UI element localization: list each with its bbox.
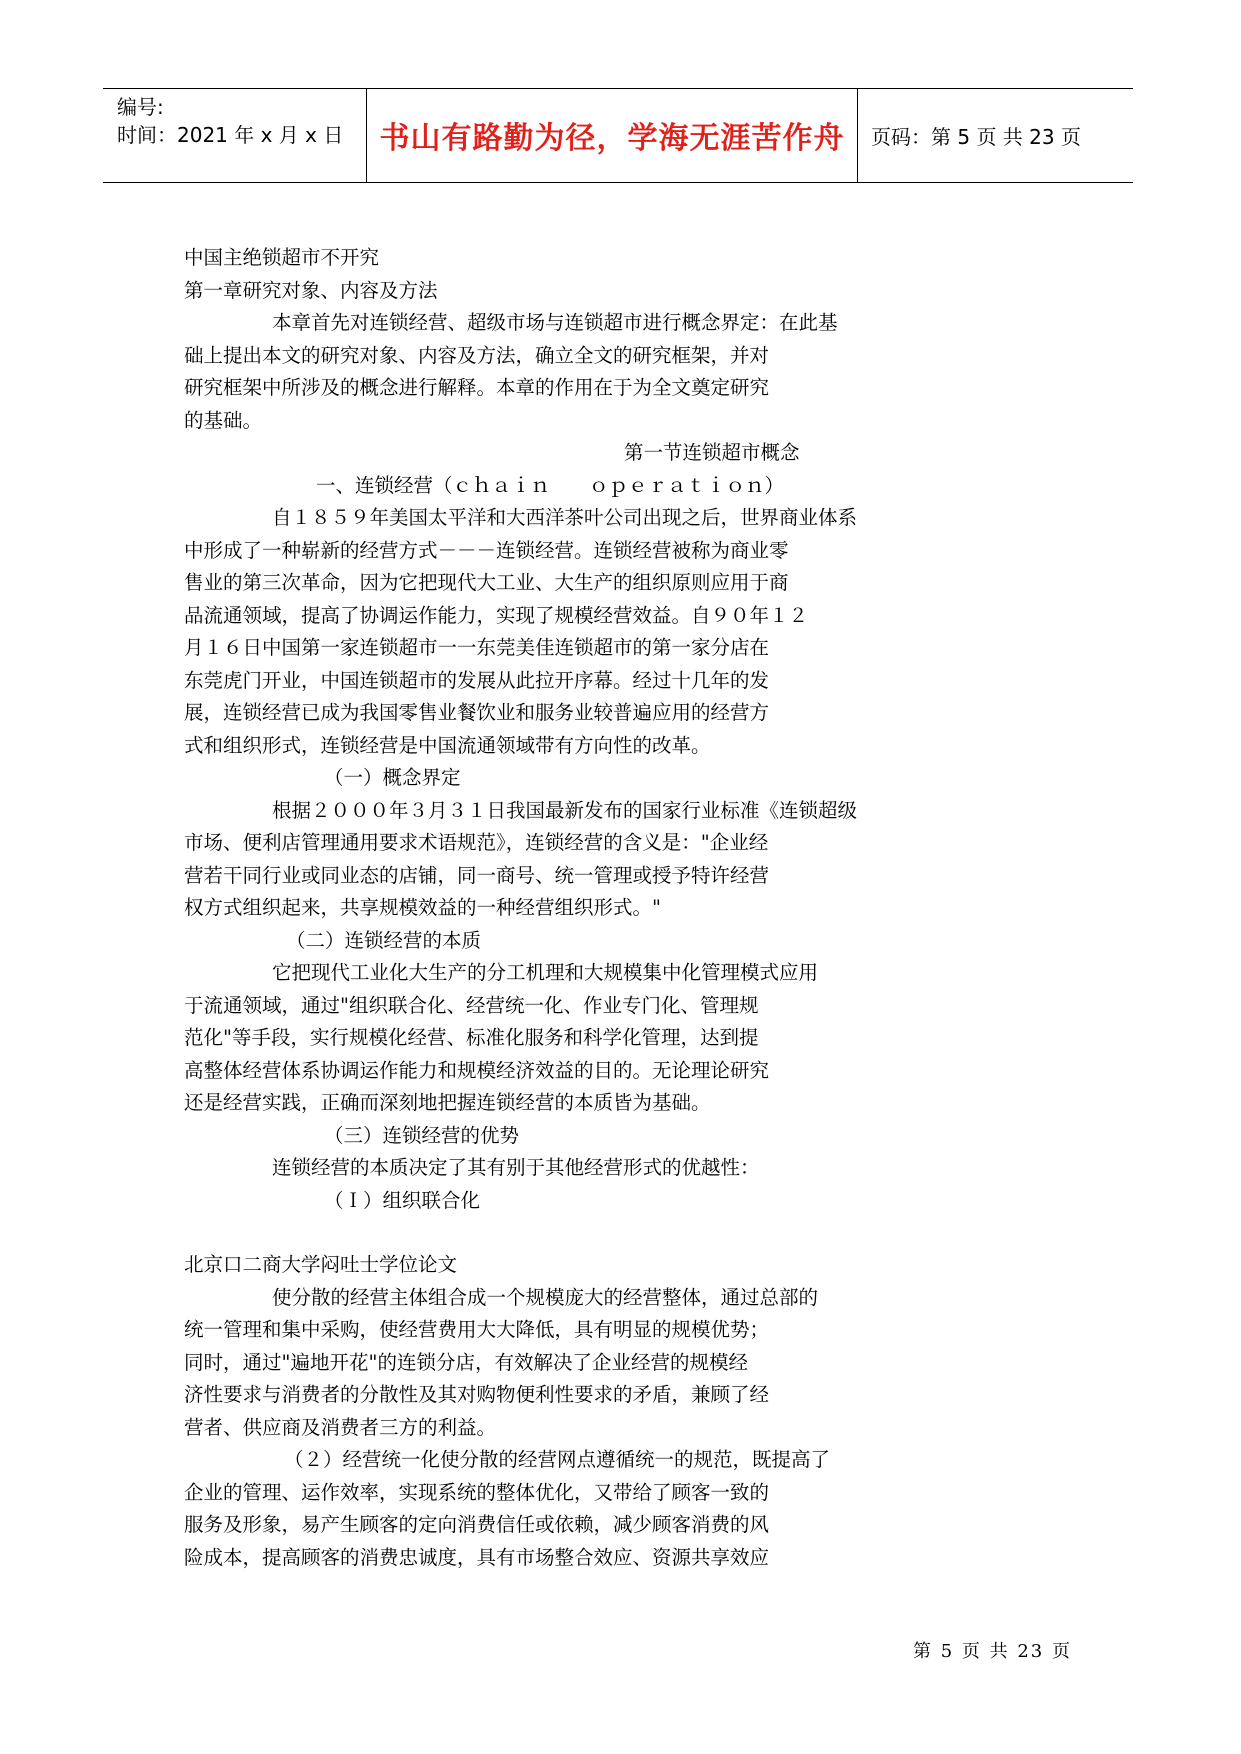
chapter-heading: 第一章研究对象、内容及方法 — [184, 278, 438, 302]
paragraph-line: 式和组织形式，连锁经营是中国流通领域带有方向性的改革。 — [184, 733, 711, 757]
paragraph-line: 它把现代工业化大生产的分工机理和大规模集中化管理模式应用 — [272, 961, 819, 984]
paragraph-line: 品流通领域，提高了协调运作能力，实现了规模经营效益。自９０年１２ — [184, 603, 809, 627]
paragraph-line: 自１８５９年美国太平洋和大西洋茶叶公司出现之后，世界商业体系 — [272, 506, 858, 529]
paragraph-line: 售业的第三次革命，因为它把现代大工业、大生产的组织原则应用于商 — [184, 571, 789, 594]
paragraph-line: 础上提出本文的研究对象、内容及方法，确立全文的研究框架，并对 — [184, 343, 770, 367]
subsection-heading: （一）概念界定 — [324, 766, 461, 789]
paragraph-line: 的基础。 — [184, 408, 263, 432]
paragraph-line: 使分散的经营主体组合成一个规模庞大的经营整体，通过总部的 — [272, 1285, 819, 1309]
paragraph-line: （２）经营统一化使分散的经营网点遵循统一的规范，既提高了 — [284, 1448, 831, 1471]
paragraph-line: 根据２０００年３月３１日我国最新发布的国家行业标准《连锁超级 — [272, 798, 858, 822]
document-title: 中国主绝锁超市不开究 — [184, 246, 380, 269]
paragraph-line: 连锁经营的本质决定了其有别于其他经营形式的优越性： — [272, 1156, 760, 1179]
paragraph-line: 本章首先对连锁经营、超级市场与连锁超市进行概念界定：在此基 — [272, 311, 838, 334]
document-body — [184, 242, 944, 1574]
subsection-heading: （三）连锁经营的优势 — [324, 1123, 520, 1147]
paragraph-line: 展，连锁经营已成为我国零售业餐饮业和服务业较普遍应用的经营方 — [184, 701, 770, 724]
paragraph-line: 险成本，提高顾客的消费忠诚度，具有市场整合效应、资源共享效应 — [184, 1545, 770, 1569]
paragraph-line: 同时，通过"遍地开花"的连锁分店，有效解决了企业经营的规模经 — [184, 1350, 748, 1374]
paragraph-line: 企业的管理、运作效率，实现系统的整体优化，又带给了顾客一致的 — [184, 1480, 770, 1504]
header-meta — [117, 93, 357, 149]
paragraph-line: 于流通领域，通过"组织联合化、经营统一化、作业专门化、管理规 — [184, 993, 759, 1017]
paragraph-line: 范化"等手段，实行规模化经营、标准化服务和科学化管理，达到提 — [184, 1026, 759, 1049]
paragraph-line: 统一管理和集中采购，使经营费用大大降低，具有明显的规模优势； — [184, 1318, 770, 1341]
paragraph-gap — [184, 1217, 944, 1249]
paragraph-line: 月１６日中国第一家连锁超市一一东莞美佳连锁超市的第一家分店在 — [184, 636, 770, 659]
list-item-heading: （Ｉ）组织联合化 — [324, 1188, 481, 1212]
document-time-label: 时间：2021 年 x 月 x 日 — [117, 123, 344, 147]
subsection-heading: （二）连锁经营的本质 — [286, 928, 482, 952]
document-number-label: 编号: — [117, 95, 164, 119]
running-header-text: 北京口二商大学闷吐士学位论文 — [184, 1253, 458, 1276]
paragraph-line: 中形成了一种崭新的经营方式－－－连锁经营。连锁经营被称为商业零 — [184, 538, 789, 562]
paragraph-line: 权方式组织起来，共享规模效益的一种经营组织形式。" — [184, 896, 661, 919]
header-page-number: 页码：第 5 页 共 23 页 — [871, 124, 1081, 149]
paragraph-line: 营若干同行业或同业态的店铺，同一商号、统一管理或授予特许经营 — [184, 863, 770, 887]
paragraph-line: 市场、便利店管理通用要求术语规范》，连锁经营的含义是："企业经 — [184, 831, 769, 854]
section-heading: 第一节连锁超市概念 — [624, 441, 800, 464]
header-divider — [366, 89, 367, 182]
paragraph-line: 东莞虎门开业，中国连锁超市的发展从此拉开序幕。经过十几年的发 — [184, 668, 770, 692]
paragraph-line: 研究框架中所涉及的概念进行解释。本章的作用在于为全文奠定研究 — [184, 376, 770, 399]
paragraph-line: 还是经营实践，正确而深刻地把握连锁经营的本质皆为基础。 — [184, 1091, 711, 1114]
page-footer-number: 第 5 页 共 23 页 — [913, 1641, 1072, 1662]
page-header — [103, 88, 1133, 183]
subsection-heading: 一、连锁经营（ｃｈａｉｎ ｏｐｅｒａｔｉｏｎ） — [316, 473, 785, 497]
header-divider — [857, 89, 858, 182]
paragraph-line: 济性要求与消费者的分散性及其对购物便利性要求的矛盾，兼顾了经 — [184, 1383, 770, 1406]
header-motto: 书山有路勤为径，学海无涯苦作舟 — [379, 121, 845, 156]
paragraph-line: 高整体经营体系协调运作能力和规模经济效益的目的。无论理论研究 — [184, 1058, 770, 1082]
paragraph-line: 服务及形象，易产生顾客的定向消费信任或依赖，减少顾客消费的风 — [184, 1513, 770, 1536]
paragraph-line: 营者、供应商及消费者三方的利益。 — [184, 1415, 497, 1439]
